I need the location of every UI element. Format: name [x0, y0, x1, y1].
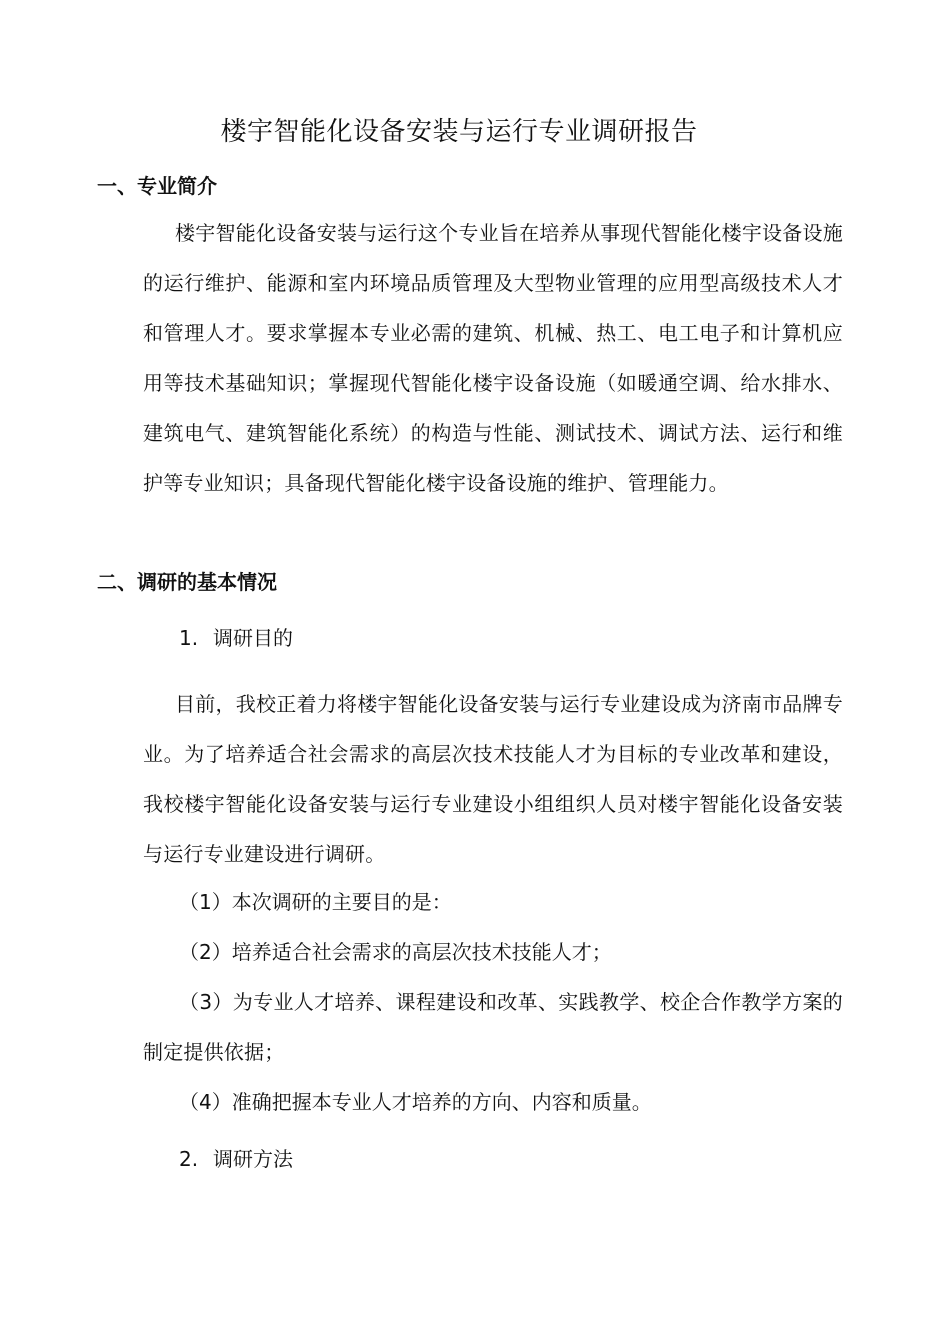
list-item-number: 1. [179, 626, 199, 650]
list-item-survey-purpose [143, 613, 879, 663]
section-heading-survey: 二、调研的基本情况 [97, 570, 277, 594]
purpose-paragraph: 目前，我校正着力将楼宇智能化设备安装与运行专业建设成为济南市品牌专业。为了培养适合社会需求的高层次技术技能人才为目标的专业改革和建设，我校楼宇智能化设备安装与运行专业建设小组组织人员对楼宇智能化设备安装与运行专业建设进行调研。 [143, 692, 843, 866]
document-title: 楼宇智能化设备安装与运行专业调研报告 [220, 117, 698, 147]
goal-item-1: （1）本次调研的主要目的是： [179, 890, 452, 914]
goal-item-2: （2）培养适合社会需求的高层次技术技能人才； [179, 940, 612, 964]
list-item-label: 调研目的 [213, 626, 293, 650]
list-item-number: 2. [179, 1147, 199, 1171]
profile-paragraph: 楼宇智能化设备安装与运行这个专业旨在培养从事现代智能化楼宇设备设施的运行维护、能源和室内环境品质管理及大型物业管理的应用型高级技术人才和管理人才。要求掌握本专业必需的建筑、机械、热工、电工电子和计算机应用等技术基础知识；掌握现代智能化楼宇设备设施（如暖通空调、给水排水、建筑电气、建筑智能化系统）的构造与性能、测试技术、调试方法、运行和维护等专业知识；具备现代智能化楼宇设备设施的维护、管理能力。 [143, 221, 843, 495]
list-item-label: 调研方法 [213, 1147, 293, 1171]
section-heading-profile: 一、专业简介 [97, 174, 217, 198]
goal-item-4: （4）准确把握本专业人才培养的方向、内容和质量。 [179, 1090, 652, 1114]
list-item-survey-method [143, 1134, 879, 1184]
goal-item-3: （3）为专业人才培养、课程建设和改革、实践教学、校企合作教学方案的制定提供依据； [143, 990, 843, 1064]
